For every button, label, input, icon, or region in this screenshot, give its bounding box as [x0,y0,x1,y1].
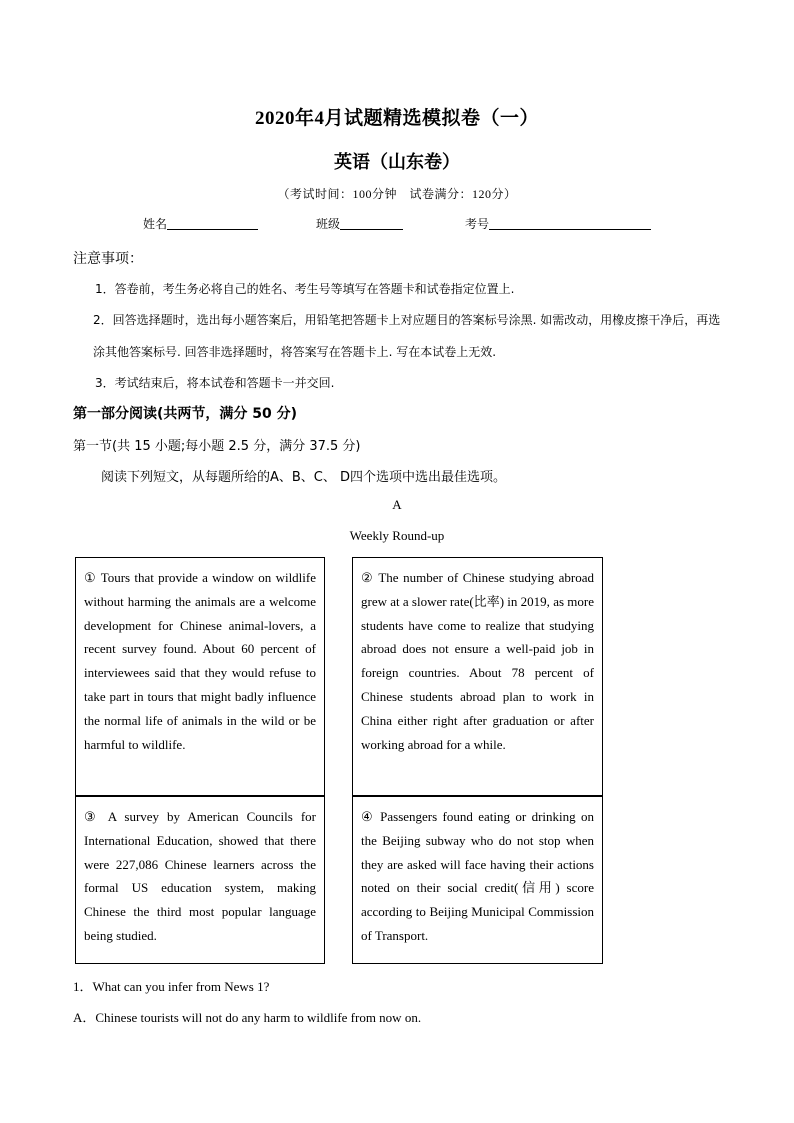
number-blank [489,216,651,230]
news-box-3: ③ A survey by American Councils for International Education, showed that there were 227,086 Chinese learners across the formal US education system, making Chinese the third most popular language being studied. [75,796,325,964]
notice-item-1: 1．答卷前，考生务必将自己的姓名、考生号等填写在答题卡和试卷指定位置上. [95,282,515,296]
notice-heading: 注意事项： [73,251,143,267]
number-field [465,215,651,232]
class-field [316,215,403,232]
reading-instruction: 阅读下列短文，从每题所给的A、B、C、 D四个选项中选出最佳选项。 [101,470,507,485]
notice-item-2-line-2: 涂其他答案标号. 回答非选择题时，将答案写在答题卡上. 写在本试卷上无效. [93,345,497,359]
exam-title: 2020年4月试题精选模拟卷（一） [254,108,539,129]
part-heading: 第一部分阅读(共两节，满分 50 分) [73,406,298,422]
class-label: 班级 [316,217,341,231]
news-box-1: ① Tours that provide a window on wildlife without harming the animals are a welcome development for Chinese animal-lovers, a recent survey found. About 60 percent of interviewees said that they would refuse to take part in tours that might badly influence the normal life of animals in the wild or be harmful to wildlife. [75,557,325,796]
passage-title: Weekly Round-up [349,528,445,543]
passage-label: A [392,497,402,512]
class-blank [340,216,403,230]
name-field [143,215,258,232]
question-1: 1．What can you infer from News 1? [73,979,270,994]
news-box-2: ② The number of Chinese studying abroad grew at a slower rate(比率) in 2019, as more students have come to realize that studying abroad does not ensure a well-paid job in foreign countries. About 78 percent of Chinese students abroad plan to work in China either right after graduation or after working abroad for a while. [352,557,603,796]
news-box-4: ④ Passengers found eating or drinking on the Beijing subway who do not stop when they are asked will face having their actions noted on their social credit(信用) score according to Beijing Municipal Commission of Transport. [352,796,603,964]
name-label: 姓名 [143,217,168,231]
section-heading: 第一节(共 15 小题;每小题 2.5 分，满分 37.5 分) [73,439,361,454]
number-label: 考号 [465,217,490,231]
exam-subtitle: 英语（山东卷） [334,152,460,172]
exam-time-info: （考试时间：100分钟 试卷满分：120分） [277,187,517,201]
notice-item-3: 3．考试结束后，将本试卷和答题卡一并交回. [95,376,335,390]
notice-item-2-line-1: 2．回答选择题时，选出每小题答案后，用铅笔把答题卡上对应题目的答案标号涂黑. 如需改动，用橡皮擦干净后，再选 [93,313,721,327]
question-1-option-a: A．Chinese tourists will not do any harm to wildlife from now on. [73,1010,422,1025]
name-blank [167,216,258,230]
